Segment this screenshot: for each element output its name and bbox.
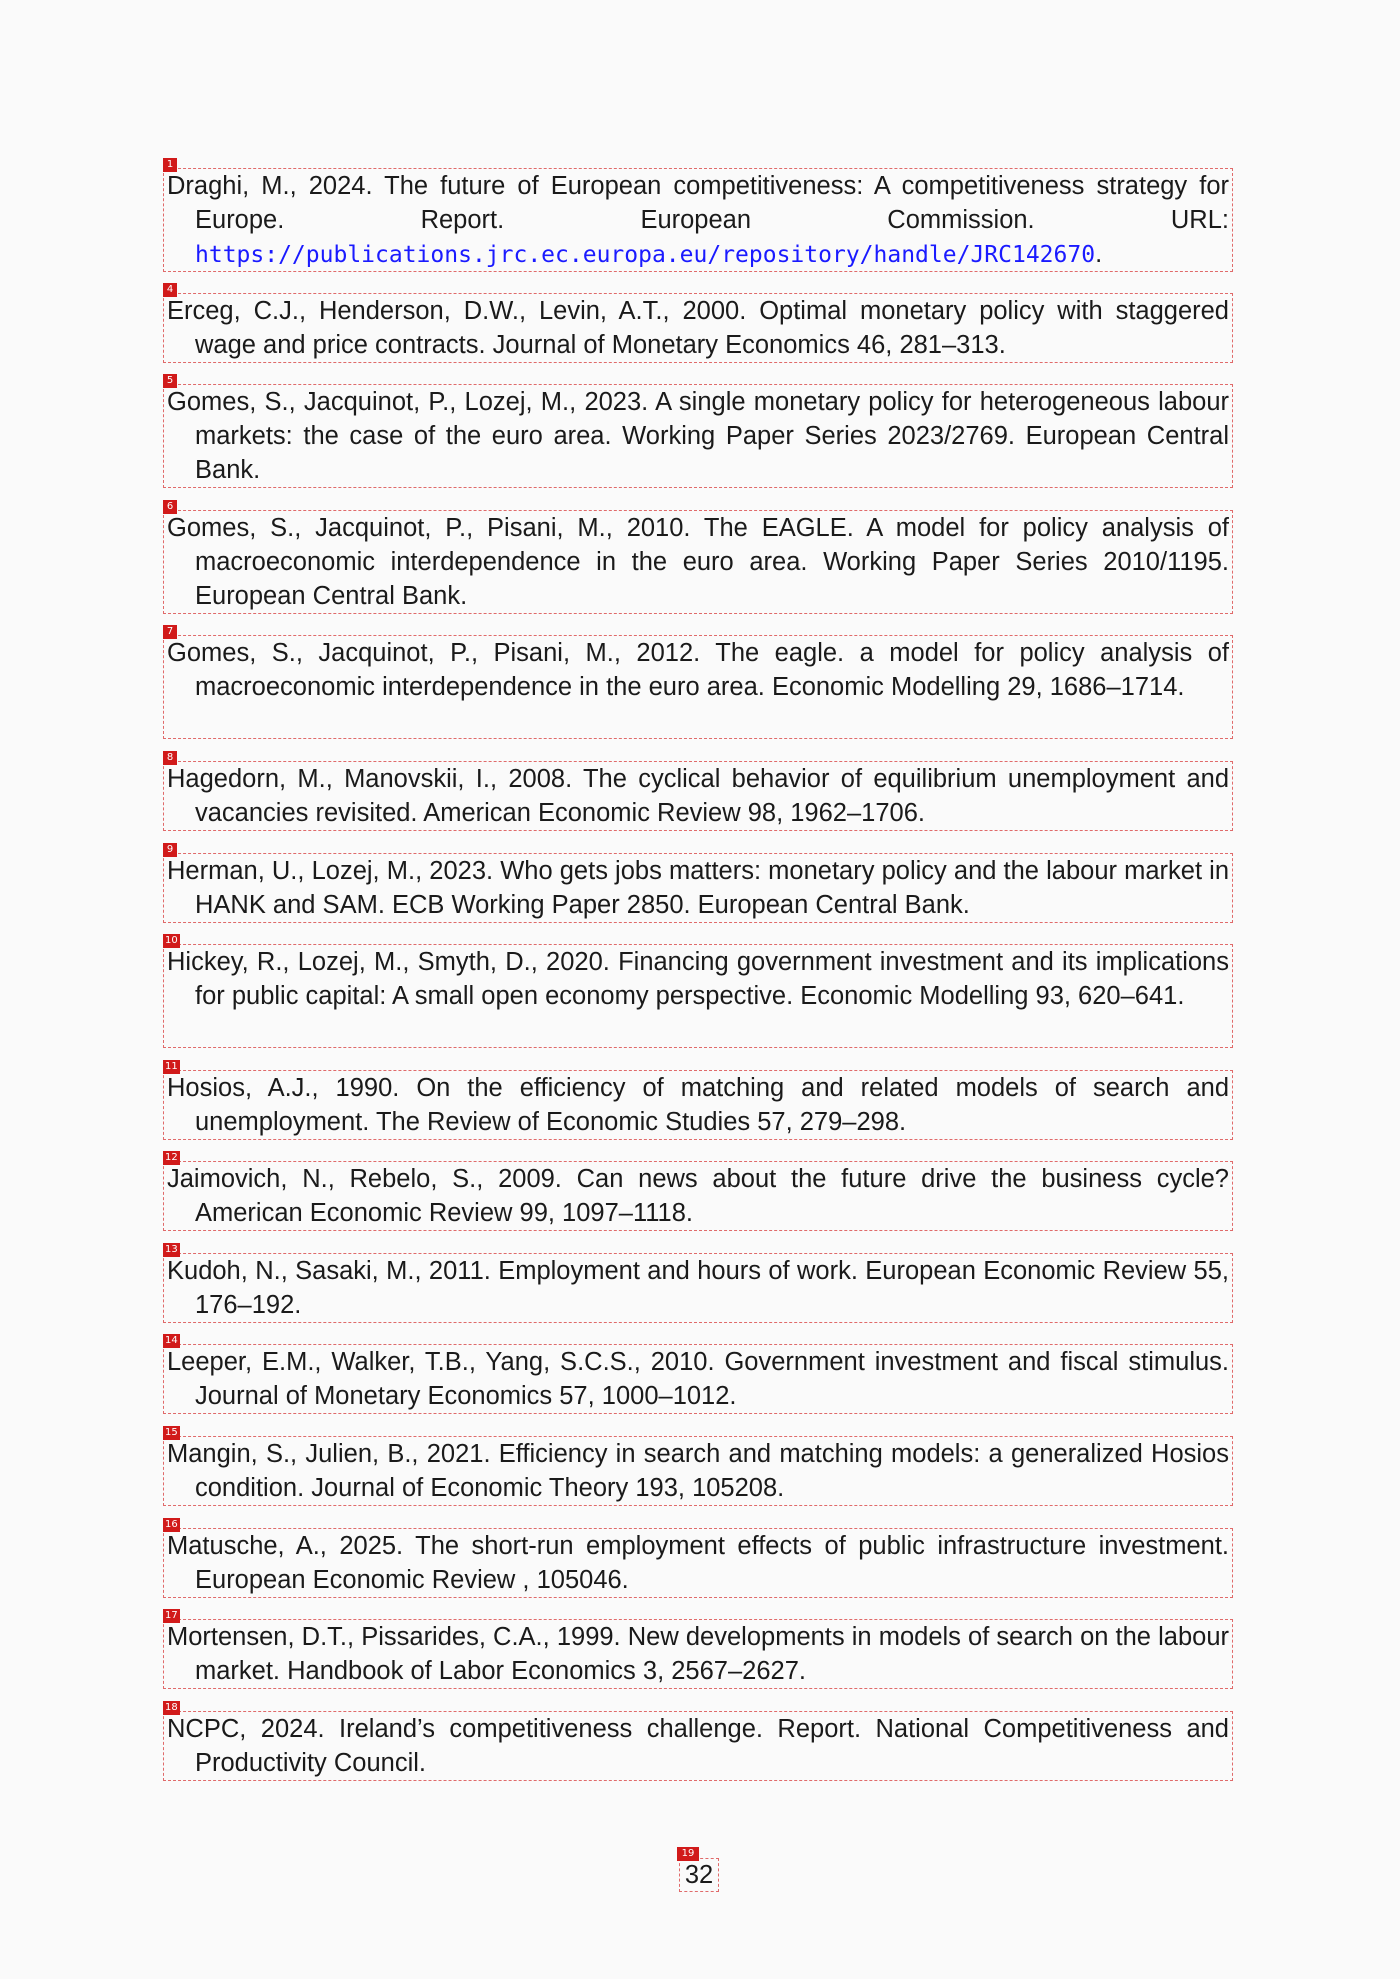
reference-text: Gomes, S., Jacquinot, P., Pisani, M., 2012. The eagle. a model for policy analysis of macroeconomic interdependence in the euro area. Economic Modelling 29, 1686–1714. (167, 639, 1229, 701)
reference-item (163, 1152, 1233, 1231)
reference-text: Kudoh, N., Sasaki, M., 2011. Employment and hours of work. European Economic Review 55, 176–192. (167, 1257, 1229, 1319)
reference-tag: 14 (165, 1335, 178, 1346)
reference-tag: 18 (165, 1702, 178, 1713)
reference-url-link[interactable]: https://publications.jrc.ec.europa.eu/repository/handle/JRC142670 (195, 242, 1096, 268)
reference-item (163, 159, 1233, 272)
reference-tag: 17 (165, 1610, 178, 1621)
reference-tag: 1 (163, 158, 177, 172)
page-number (679, 1848, 719, 1892)
reference-tag: 10 (165, 935, 178, 946)
page-number-value: 32 (684, 1861, 714, 1889)
reference-item (163, 1702, 1233, 1781)
reference-text: Leeper, E.M., Walker, T.B., Yang, S.C.S., 2010. Government investment and fiscal stimulus. Journal of Monetary Economics 57, 1000–1012. (167, 1348, 1229, 1410)
reference-item (163, 1244, 1233, 1323)
reference-item (163, 1519, 1233, 1598)
reference-text: Jaimovich, N., Rebelo, S., 2009. Can news about the future drive the business cycle? American Economic Review 99, 1097–1118. (167, 1165, 1229, 1227)
reference-tag: 7 (163, 625, 177, 639)
reference-text: Hagedorn, M., Manovskii, I., 2008. The cyclical behavior of equilibrium unemployment and vacancies revisited. American Economic Review 98, 1962–1706. (167, 765, 1229, 827)
reference-item (163, 626, 1233, 739)
page-number-tag: 19 (677, 1847, 699, 1861)
reference-text: Mortensen, D.T., Pissarides, C.A., 1999. New developments in models of search on the labour market. Handbook of Labor Economics 3, 2567–2627. (167, 1623, 1229, 1685)
reference-text: Mangin, S., Julien, B., 2021. Efficiency in search and matching models: a generalized Hosios condition. Journal of Economic Theory 193, 105208. (167, 1440, 1229, 1502)
reference-tag: 6 (163, 500, 177, 514)
reference-text: Erceg, C.J., Henderson, D.W., Levin, A.T., 2000. Optimal monetary policy with staggered wage and price contracts. Journal of Monetary Economics 46, 281–313. (167, 297, 1229, 359)
reference-text: Gomes, S., Jacquinot, P., Pisani, M., 2010. The EAGLE. A model for policy analysis of macroeconomic interdependence in the euro area. Working Paper Series 2010/1195. European Central Bank. (167, 514, 1229, 610)
reference-text: NCPC, 2024. Ireland’s competitiveness challenge. Report. National Competitiveness and Productivity Council. (167, 1715, 1229, 1777)
reference-tag: 13 (165, 1244, 178, 1255)
reference-tag: 4 (163, 283, 177, 297)
reference-tag: 8 (163, 751, 177, 765)
reference-tag: 12 (165, 1152, 178, 1163)
reference-item (163, 1610, 1233, 1689)
reference-item (163, 284, 1233, 363)
reference-text: Hosios, A.J., 1990. On the efficiency of matching and related models of search and unemployment. The Review of Economic Studies 57, 279–298. (167, 1074, 1229, 1136)
reference-tag: 9 (163, 843, 177, 857)
reference-text: Draghi, M., 2024. The future of European competitiveness: A competitiveness strategy for Europe. Report. European Commission. URL: (167, 172, 1229, 234)
reference-text: Gomes, S., Jacquinot, P., Lozej, M., 2023. A single monetary policy for heterogeneous labour markets: the case of the euro area. Working Paper Series 2023/2769. European Central Bank. (167, 388, 1229, 484)
reference-tag: 11 (165, 1061, 178, 1072)
reference-tag: 16 (165, 1519, 178, 1530)
reference-item (163, 501, 1233, 614)
reference-item (163, 1427, 1233, 1506)
reference-item (163, 844, 1233, 923)
reference-item (163, 935, 1233, 1048)
reference-item (163, 1335, 1233, 1414)
reference-text: Matusche, A., 2025. The short-run employment effects of public infrastructure investment. European Economic Review , 105046. (167, 1532, 1229, 1594)
reference-text: Herman, U., Lozej, M., 2023. Who gets jobs matters: monetary policy and the labour market in HANK and SAM. ECB Working Paper 2850. European Central Bank. (167, 857, 1229, 919)
reference-item (163, 1061, 1233, 1140)
reference-tail: . (1095, 240, 1103, 268)
reference-item (163, 752, 1233, 831)
reference-item (163, 375, 1233, 488)
reference-tag: 15 (165, 1427, 178, 1438)
reference-tag: 5 (163, 374, 177, 388)
reference-text: Hickey, R., Lozej, M., Smyth, D., 2020. Financing government investment and its implications for public capital: A small open economy perspective. Economic Modelling 93, 620–641. (167, 948, 1229, 1010)
